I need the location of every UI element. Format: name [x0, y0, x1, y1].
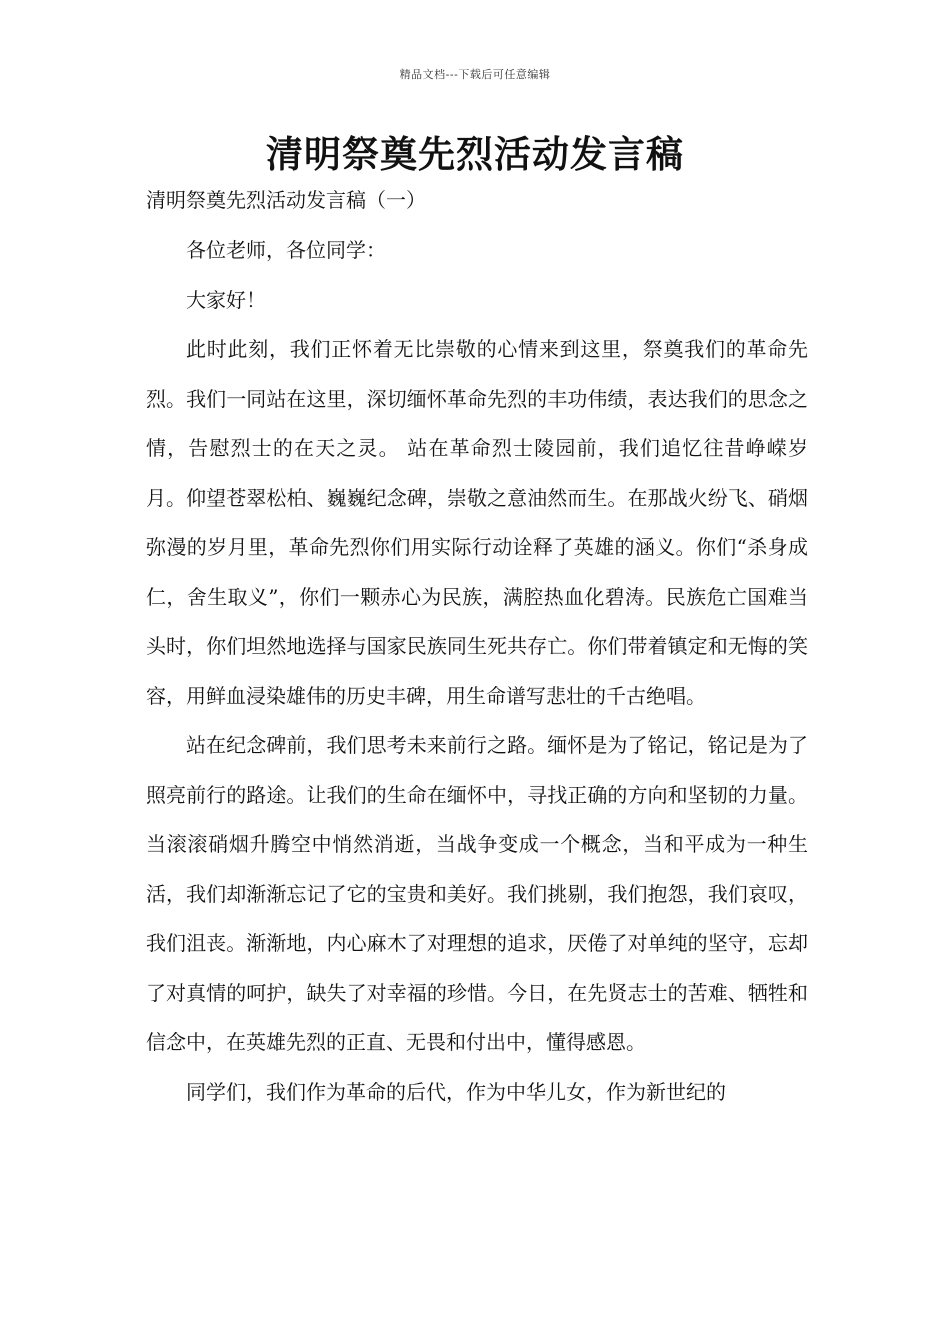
header-watermark: 精品文档---下载后可任意编辑 [399, 68, 551, 81]
paragraph-body-2: 站在纪念碑前，我们思考未来前行之路。缅怀是为了铭记，铭记是为了照亮前行的路途。让我们的生命在缅怀中，寻找正确的方向和坚韧的力量。当滚滚硝烟升腾空中悄然消逝，当战争变成一个概念，当和平成为一种生活，我们却渐渐忘记了它的宝贵和美好。我们挑剔，我们抱怨，我们哀叹，我们沮丧。渐渐地，内心麻木了对理想的追求，厌倦了对单纯的坚守，忘却了对真情的呵护，缺失了对幸福的珍惜。今日，在先贤志士的苦难、牺牲和信念中，在英雄先烈的正直、无畏和付出中，懂得感恩。 [146, 733, 808, 1054]
paragraph-salutation: 各位老师，各位同学： [186, 238, 386, 262]
document-title: 清明祭奠先烈活动发言稿 [266, 133, 684, 176]
paragraph-body-3: 同学们，我们作为革命的后代，作为中华儿女，作为新世纪的 [186, 1079, 726, 1104]
paragraph-body-1: 此时此刻，我们正怀着无比崇敬的心情来到这里，祭奠我们的革命先烈。我们一同站在这里，深切缅怀革命先烈的丰功伟绩，表达我们的思念之情，告慰烈士的在天之灵。 站在革命烈士陵园前，我们追忆往昔峥嵘岁月。仰望苍翠松柏、巍巍纪念碑，崇敬之意油然而生。在那战火纷飞、硝烟弥漫的岁月里，革命先烈你们用实际行动诠释了英雄的涵义。你们“杀身成仁，舍生取义”，你们一颗赤心为民族，满腔热血化碧涛。民族危亡国难当头时，你们坦然地选择与国家民族同生死共存亡。你们带着镇定和无悔的笑容，用鲜血浸染雄伟的历史丰碑，用生命谱写悲壮的千古绝唱。 [146, 337, 808, 708]
document-body [146, 226, 808, 1117]
document-subtitle: 清明祭奠先烈活动发言稿（一） [146, 188, 426, 212]
paragraph-greeting: 大家好！ [186, 287, 266, 312]
